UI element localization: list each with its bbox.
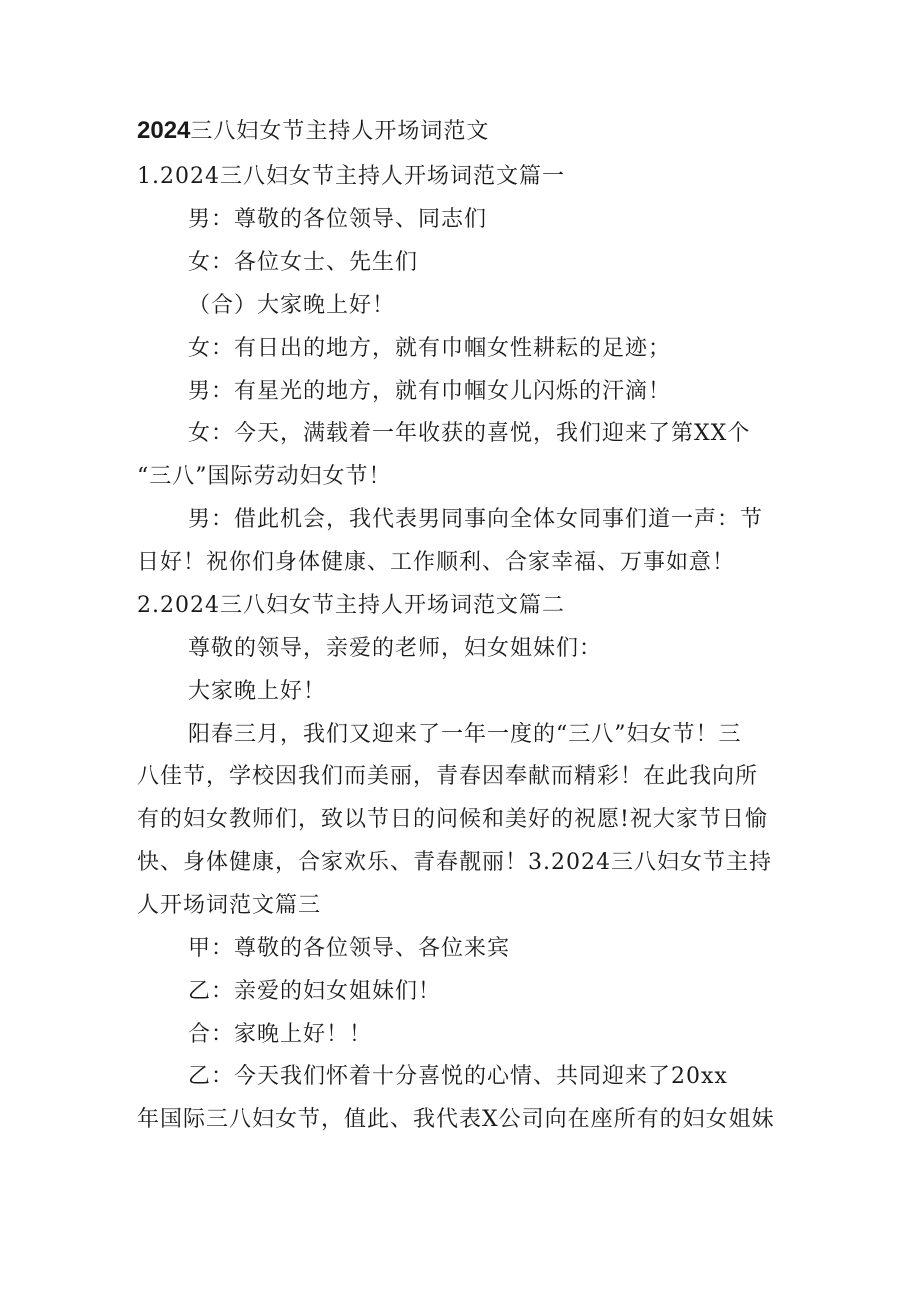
paragraph-line: 女：有日出的地方，就有巾帼女性耕耘的足迹； xyxy=(188,336,672,361)
paragraph-line: 大家晚上好！ xyxy=(188,679,327,704)
paragraph-line: 甲：尊敬的各位领导、各位来宾 xyxy=(188,936,511,961)
section-heading-2: 2.2024三八妇女节主持人开场词范文篇二 xyxy=(137,593,565,618)
paragraph-line: 八佳节，学校因我们而美丽，青春因奉献而精彩！在此我向所 xyxy=(137,764,759,789)
paragraph-line: 男：尊敬的各位领导、同志们 xyxy=(188,207,488,232)
paragraph-line: 乙：亲爱的妇女姐妹们！ xyxy=(188,979,442,1004)
paragraph-line: 合：家晚上好！！ xyxy=(188,1022,373,1047)
paragraph-line: 男：借此机会，我代表男同事向全体女同事们道一声：节 xyxy=(188,507,764,532)
section-heading-1: 1.2024三八妇女节主持人开场词范文篇一 xyxy=(137,164,565,189)
paragraph-line: 年国际三八妇女节，值此、我代表X公司向在座所有的妇女姐妹 xyxy=(137,1107,775,1132)
paragraph-line: 日好！祝你们身体健康、工作顺利、合家幸福、万事如意！ xyxy=(137,550,736,575)
paragraph-line: 男：有星光的地方，就有巾帼女儿闪烁的汗滴！ xyxy=(188,379,672,404)
paragraph-line: 人开场词范文篇三 xyxy=(137,893,322,918)
document-title-text: 三八妇女节主持人开场词范文 xyxy=(190,119,490,144)
paragraph-line: 女：今天，满载着一年收获的喜悦，我们迎来了第XX个 xyxy=(188,421,751,446)
paragraph-line: 尊敬的领导，亲爱的老师，妇女姐妹们： xyxy=(188,636,603,661)
paragraph-line: （合）大家晚上好！ xyxy=(188,293,396,318)
paragraph-line: “三八”国际劳动妇女节！ xyxy=(137,464,392,489)
paragraph-line: 快、身体健康，合家欢乐、青春靓丽！3.2024三八妇女节主持 xyxy=(137,850,772,875)
paragraph-line: 女：各位女士、先生们 xyxy=(188,250,419,275)
paragraph-line: 乙：今天我们怀着十分喜悦的心情、共同迎来了20xx xyxy=(188,1064,728,1089)
paragraph-line: 阳春三月，我们又迎来了一年一度的“三八”妇女节！三 xyxy=(188,722,742,747)
paragraph-line: 有的妇女教师们，致以节日的问候和美好的祝愿!祝大家节日愉 xyxy=(137,807,768,832)
document-title xyxy=(137,116,489,147)
document-title-year: 2024 xyxy=(137,117,191,144)
